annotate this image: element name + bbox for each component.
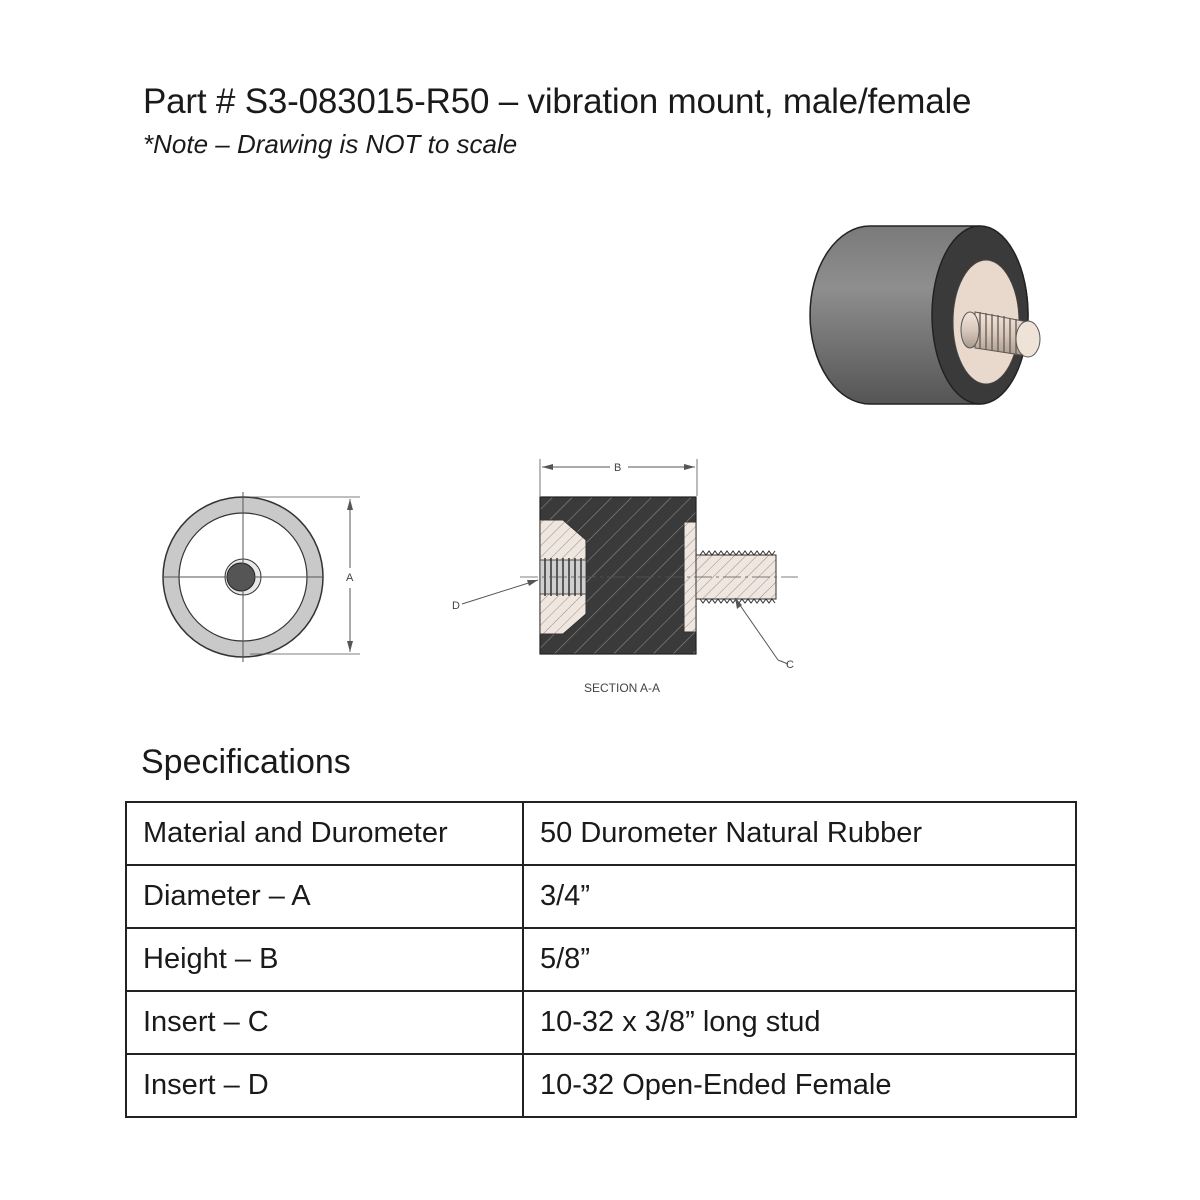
- specifications-heading: Specifications: [141, 743, 351, 781]
- table-row: [126, 1054, 1076, 1117]
- table-row: [126, 865, 1076, 928]
- spec-value: 50 Durometer Natural Rubber: [523, 802, 1076, 865]
- scale-note: *Note – Drawing is NOT to scale: [143, 129, 518, 159]
- table-row: [126, 991, 1076, 1054]
- spec-property: Diameter – A: [126, 865, 523, 928]
- spec-value: 10-32 x 3/8” long stud: [523, 991, 1076, 1054]
- section-view: [452, 459, 798, 695]
- table-row: [126, 928, 1076, 991]
- section-label: SECTION A-A: [584, 681, 661, 695]
- spec-property: Material and Durometer: [126, 802, 523, 865]
- label-c: C: [786, 659, 794, 671]
- dimension-b-label: B: [614, 462, 622, 474]
- spec-value: 3/4”: [523, 865, 1076, 928]
- dimension-a-label: A: [346, 572, 354, 584]
- spec-property: Height – B: [126, 928, 523, 991]
- end-view: [163, 492, 360, 662]
- table-row: [126, 802, 1076, 865]
- page-title: Part # S3-083015-R50 – vibration mount, male/female: [143, 82, 972, 121]
- spec-value: 5/8”: [523, 928, 1076, 991]
- spec-property: Insert – D: [126, 1054, 523, 1117]
- isometric-view: [810, 226, 1040, 404]
- spec-property: Insert – C: [126, 991, 523, 1054]
- label-d: D: [452, 600, 460, 612]
- spec-value: 10-32 Open-Ended Female: [523, 1054, 1076, 1117]
- specifications-table: [125, 801, 1077, 1118]
